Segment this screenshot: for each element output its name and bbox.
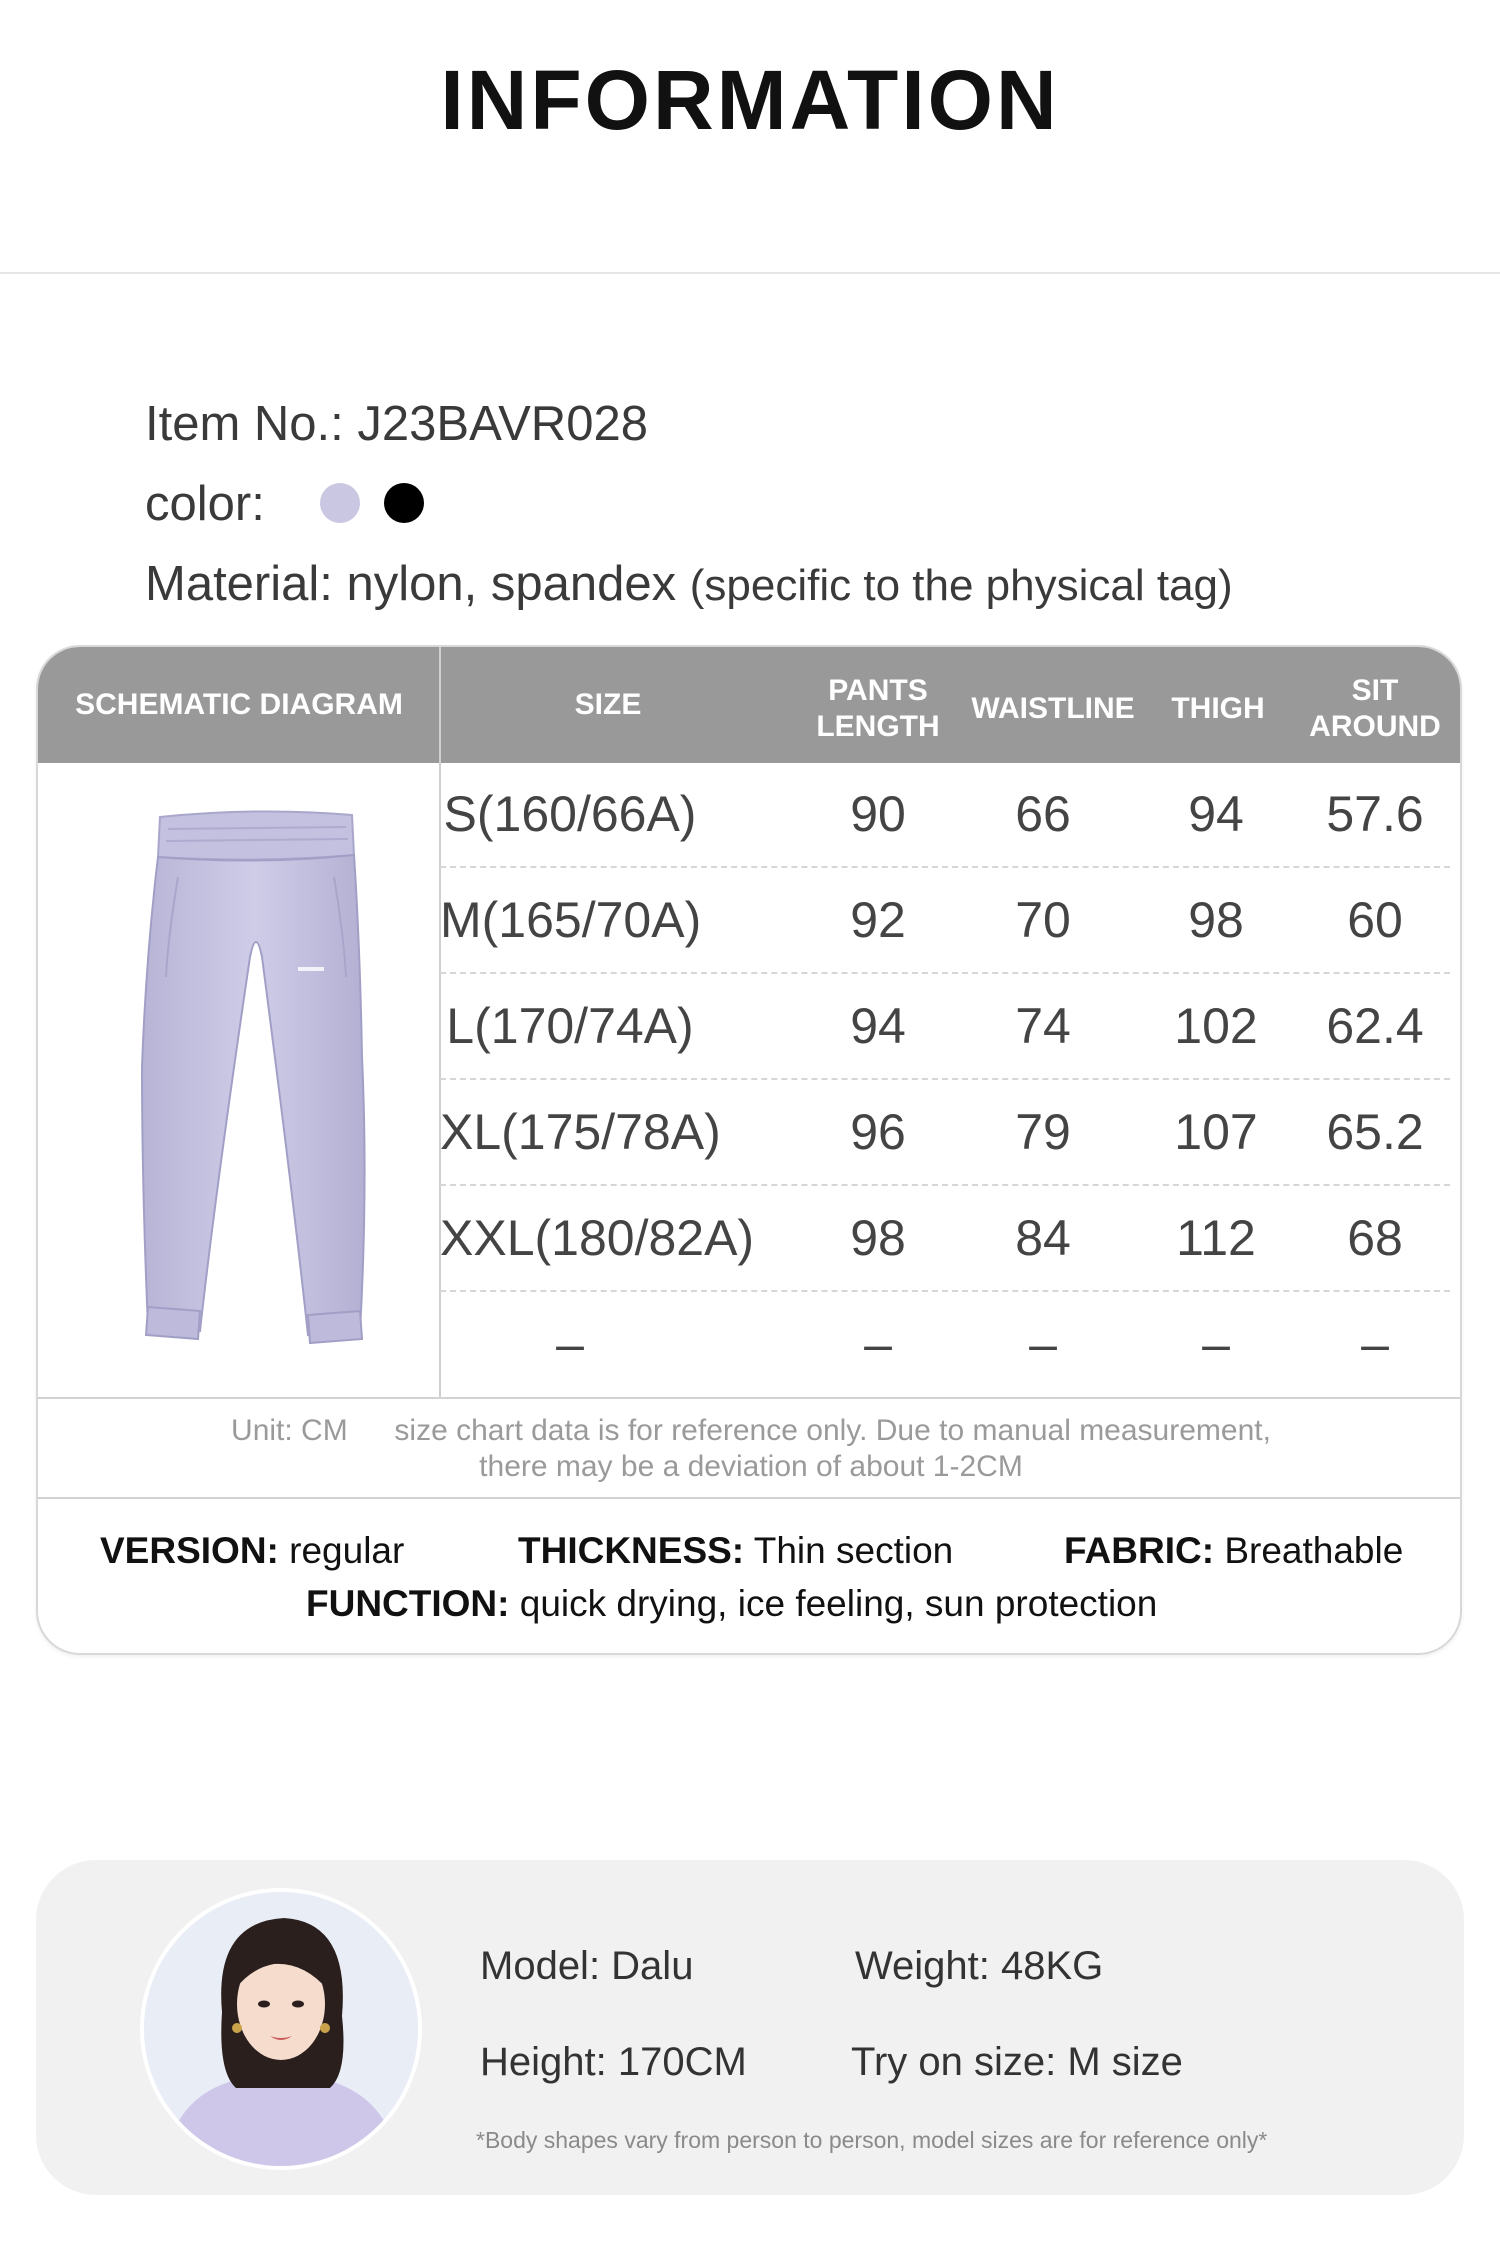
spec-fabric: FABRIC: Breathable (1064, 1530, 1404, 1571)
pants-icon (138, 807, 378, 1357)
table-cell-waist: – (1029, 1316, 1057, 1372)
item-number: Item No.: J23BAVR028 (145, 397, 648, 451)
table-cell-size: XXL(180/82A) (440, 1210, 755, 1266)
model-try-on-size: Try on size: M size (851, 2040, 1183, 2084)
pants-schematic-image (138, 807, 378, 1357)
table-cell-size: M(165/70A) (440, 892, 702, 948)
title-divider (0, 272, 1500, 274)
model-portrait-icon (144, 1892, 418, 2166)
row-divider (440, 1078, 1450, 1080)
header-pants-length: PANTS LENGTH (816, 674, 940, 743)
spec-function: FUNCTION: quick drying, ice feeling, sun protection (306, 1583, 1158, 1624)
header-thigh: THIGH (1171, 692, 1265, 725)
material-row (145, 556, 1233, 612)
table-cell-thigh: 94 (1188, 786, 1244, 842)
header-sit-around: SIT AROUND (1309, 674, 1441, 743)
spec-version: VERSION: regular (100, 1530, 405, 1571)
table-cell-size: XL(175/78A) (440, 1104, 721, 1160)
spec-thickness: THICKNESS: Thin section (518, 1530, 954, 1571)
header-schematic-diagram: SCHEMATIC DIAGRAM (75, 688, 403, 721)
table-cell-thigh: 112 (1176, 1210, 1256, 1266)
row-divider (440, 1184, 1450, 1186)
table-cell-waist: 70 (1015, 892, 1071, 948)
table-cell-length: 94 (850, 998, 906, 1054)
model-name: Model: Dalu (480, 1944, 694, 1988)
model-disclaimer: *Body shapes vary from person to person, model sizes are for reference only* (476, 2127, 1268, 2153)
size-note-line2: there may be a deviation of about 1-2CM (479, 1450, 1023, 1483)
model-weight: Weight: 48KG (855, 1944, 1104, 1988)
table-cell-thigh: 107 (1174, 1104, 1258, 1160)
notes-divider (38, 1397, 1462, 1399)
table-cell-sit: 60 (1347, 892, 1403, 948)
unit-label: Unit: CM (231, 1414, 348, 1447)
table-cell-length: 90 (850, 786, 906, 842)
color-swatch-black[interactable] (384, 483, 424, 523)
table-cell-sit: 57.6 (1326, 786, 1424, 842)
table-cell-sit: 65.2 (1326, 1104, 1424, 1160)
material-label: Material: nylon, spandex (145, 557, 677, 611)
header-size: SIZE (574, 688, 642, 721)
table-cell-thigh: 102 (1174, 998, 1258, 1054)
table-cell-thigh: – (1202, 1316, 1230, 1372)
size-note-line1: size chart data is for reference only. Due to manual measurement, (394, 1414, 1271, 1447)
table-cell-waist: 79 (1015, 1104, 1071, 1160)
color-row (145, 476, 424, 532)
table-cell-sit: – (1361, 1316, 1389, 1372)
table-cell-waist: 74 (1015, 998, 1071, 1054)
table-cell-sit: 68 (1347, 1210, 1403, 1266)
material-note: (specific to the physical tag) (689, 561, 1233, 610)
row-divider (440, 866, 1450, 868)
color-swatch-lavender[interactable] (320, 483, 360, 523)
color-label: color: (145, 477, 265, 531)
table-cell-thigh: 98 (1188, 892, 1244, 948)
table-cell-length: 96 (850, 1104, 906, 1160)
table-cell-length: 98 (850, 1210, 906, 1266)
row-divider (440, 972, 1450, 974)
header-waistline: WAISTLINE (971, 692, 1135, 725)
size-note (38, 1413, 1462, 1485)
specs-divider (38, 1497, 1462, 1499)
table-cell-length: – (864, 1316, 892, 1372)
model-avatar (140, 1888, 422, 2170)
table-cell-size: – (556, 1316, 584, 1372)
table-cell-waist: 66 (1015, 786, 1071, 842)
table-cell-size: S(160/66A) (443, 786, 697, 842)
table-cell-size: L(170/74A) (446, 998, 694, 1054)
table-cell-length: 92 (850, 892, 906, 948)
page-title: INFORMATION (440, 53, 1060, 147)
table-cell-waist: 84 (1015, 1210, 1071, 1266)
row-divider (440, 1290, 1450, 1292)
model-height: Height: 170CM (480, 2040, 747, 2084)
table-cell-sit: 62.4 (1326, 998, 1424, 1054)
size-chart-card (36, 645, 1462, 1655)
